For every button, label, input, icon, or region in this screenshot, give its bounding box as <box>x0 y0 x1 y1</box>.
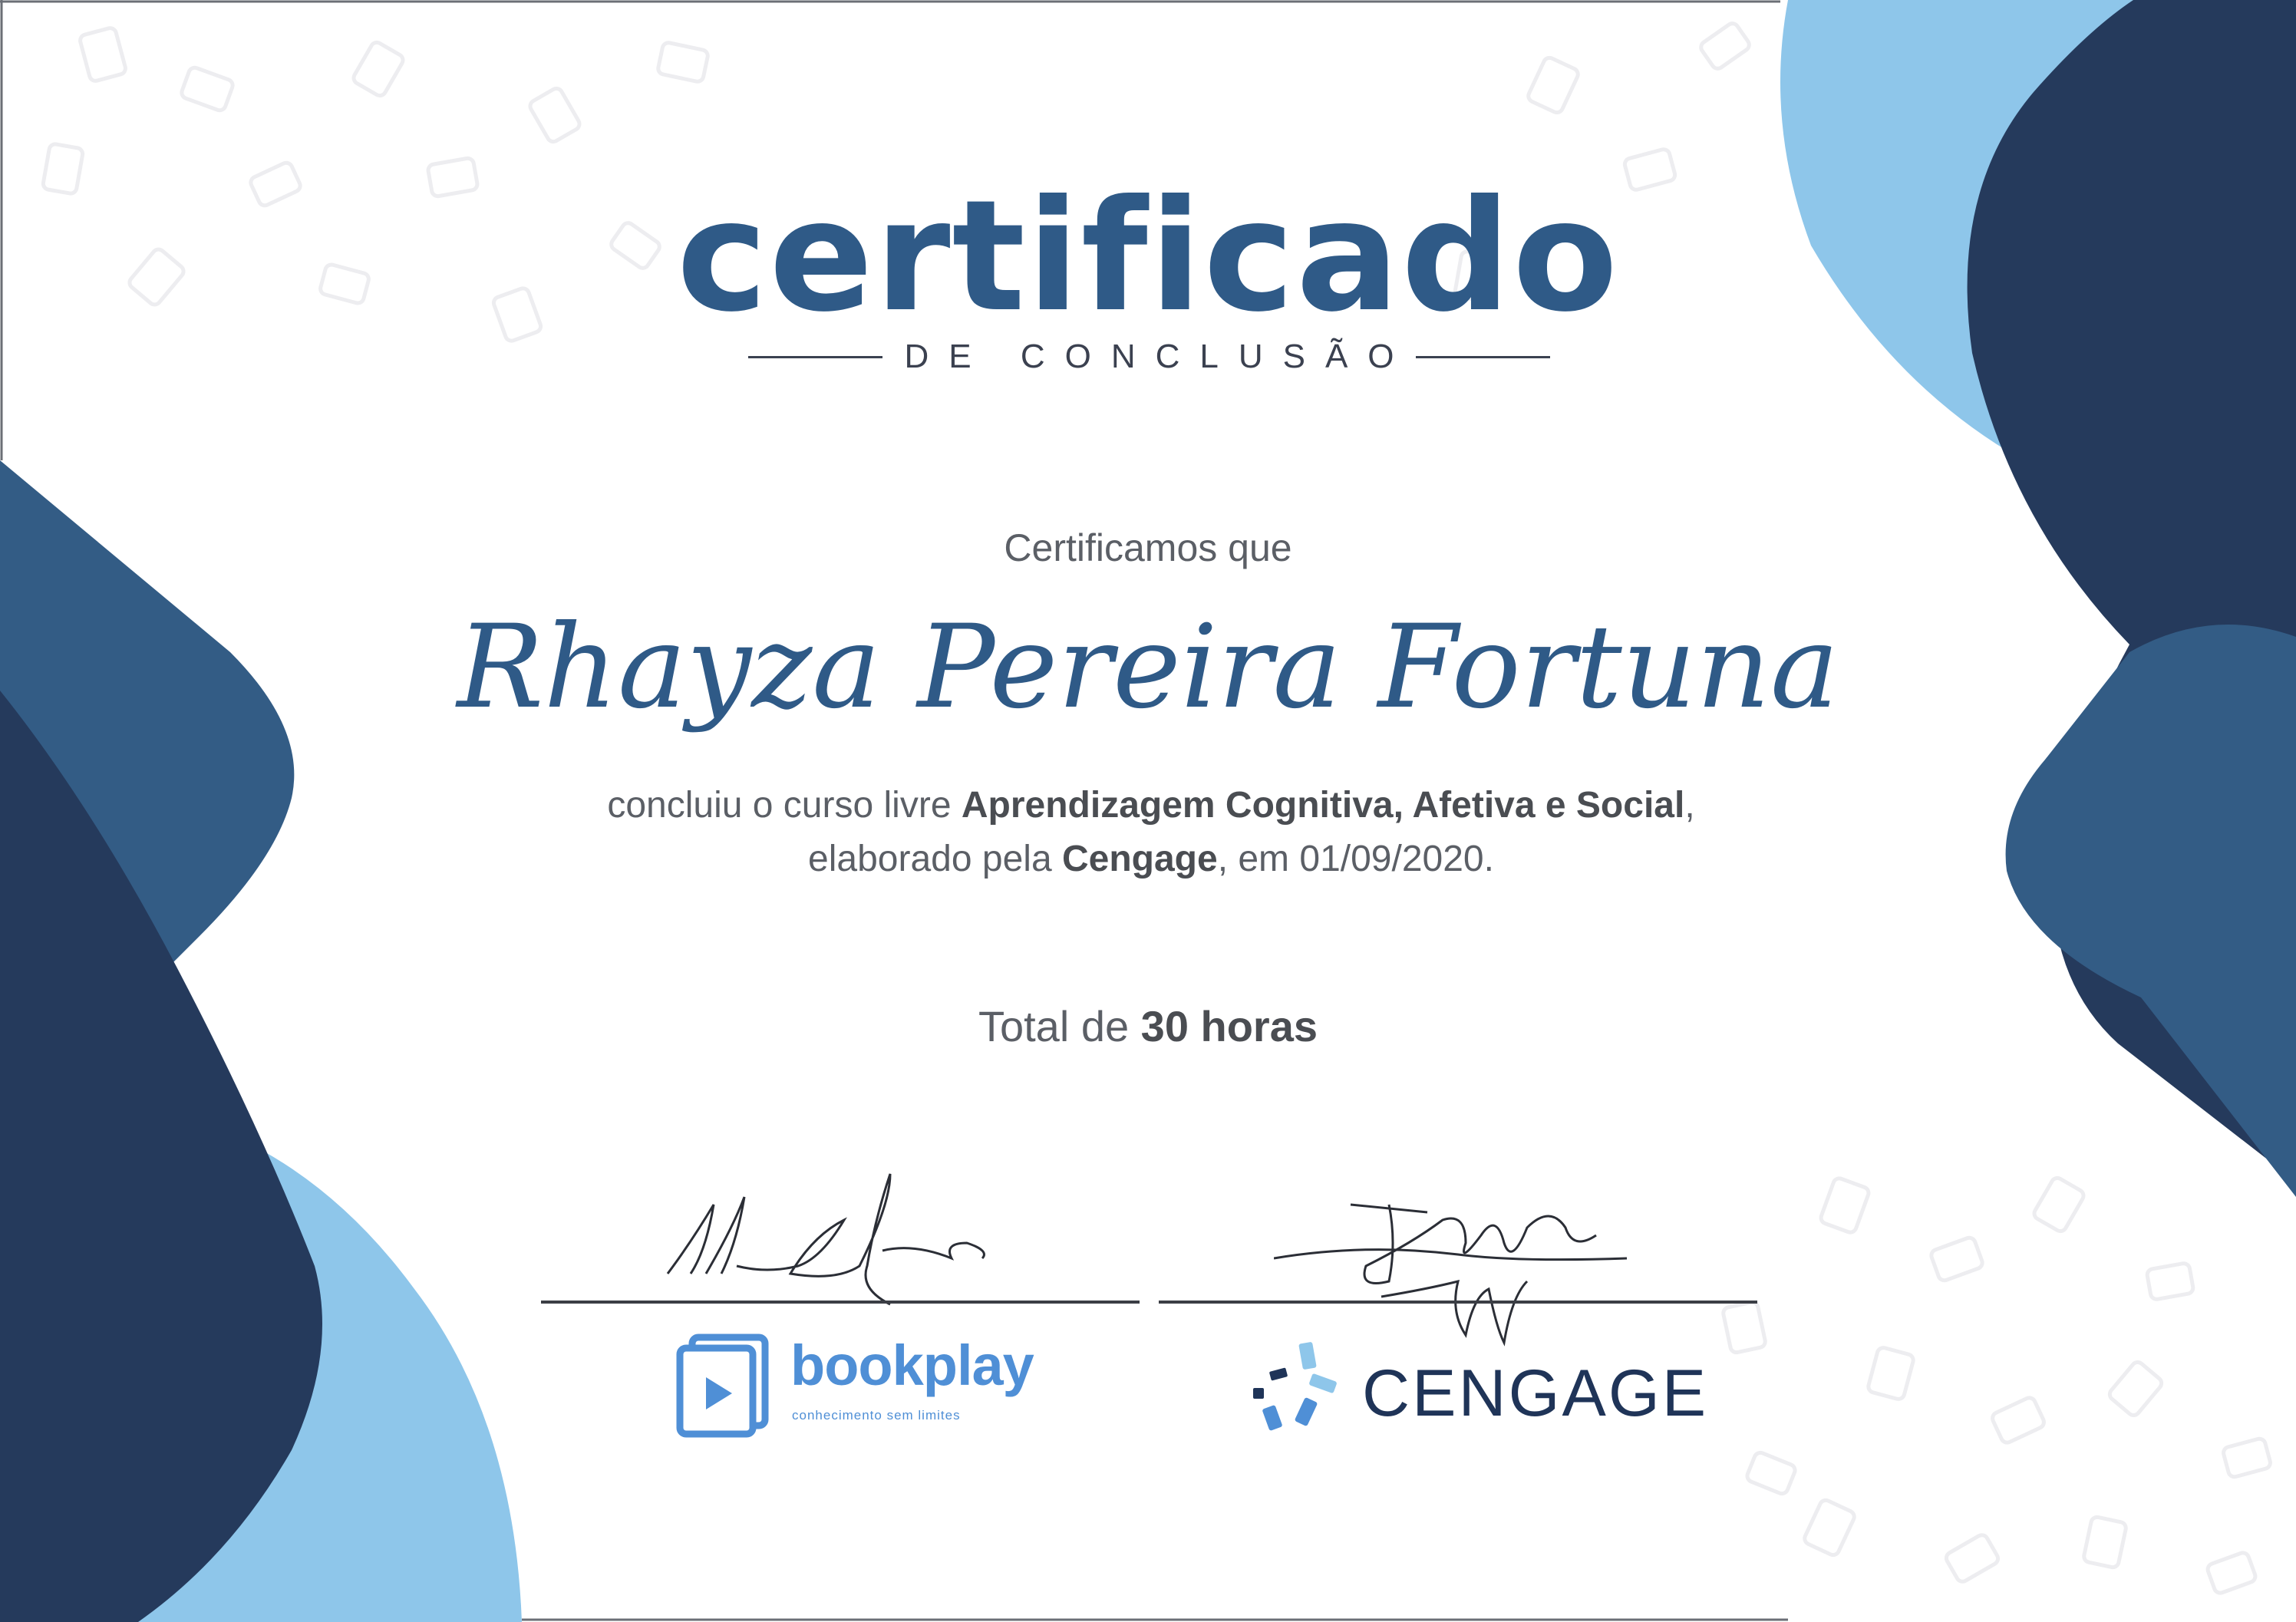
cengage-mark-icon <box>1247 1339 1351 1439</box>
signature-line-left <box>541 1301 1140 1304</box>
signature-left <box>660 1159 1013 1312</box>
cengage-wordmark: CENGAGE <box>1362 1357 1709 1430</box>
subtitle-rule-left <box>748 356 882 358</box>
statement-prefix: concluiu o curso livre <box>607 785 962 826</box>
certificate-title: certificado <box>676 167 1620 346</box>
signature-right <box>1274 1182 1642 1350</box>
institution-name: Cengage <box>1061 839 1218 879</box>
total-prefix: Total de <box>978 1002 1141 1050</box>
signature-line-right <box>1159 1301 1757 1304</box>
total-hours <box>0 1001 2296 1051</box>
recipient-name: Rhayza Pereira Fortuna <box>457 601 1839 734</box>
subtitle-rule-right <box>1416 356 1550 358</box>
completion-date: , em 01/09/2020. <box>1217 839 1494 879</box>
bookplay-logo <box>675 1331 1034 1442</box>
certificate-subtitle-row <box>748 338 1550 376</box>
certificate-subtitle: DE CONCLUSÃO <box>904 338 1414 375</box>
statement-middle: , elaborado pela <box>808 785 1695 879</box>
course-name: Aprendizagem Cognitiva, Afetiva e Social <box>961 785 1685 826</box>
intro-text: Certificamos que <box>1004 526 1292 569</box>
bookplay-book-icon <box>675 1331 771 1439</box>
hours-value: 30 horas <box>1140 1002 1318 1050</box>
bookplay-wordmark: bookplay <box>790 1334 1034 1397</box>
cengage-logo <box>1247 1339 1709 1439</box>
completion-statement <box>583 779 1719 886</box>
bookplay-tagline: conhecimento sem limites <box>792 1408 961 1423</box>
